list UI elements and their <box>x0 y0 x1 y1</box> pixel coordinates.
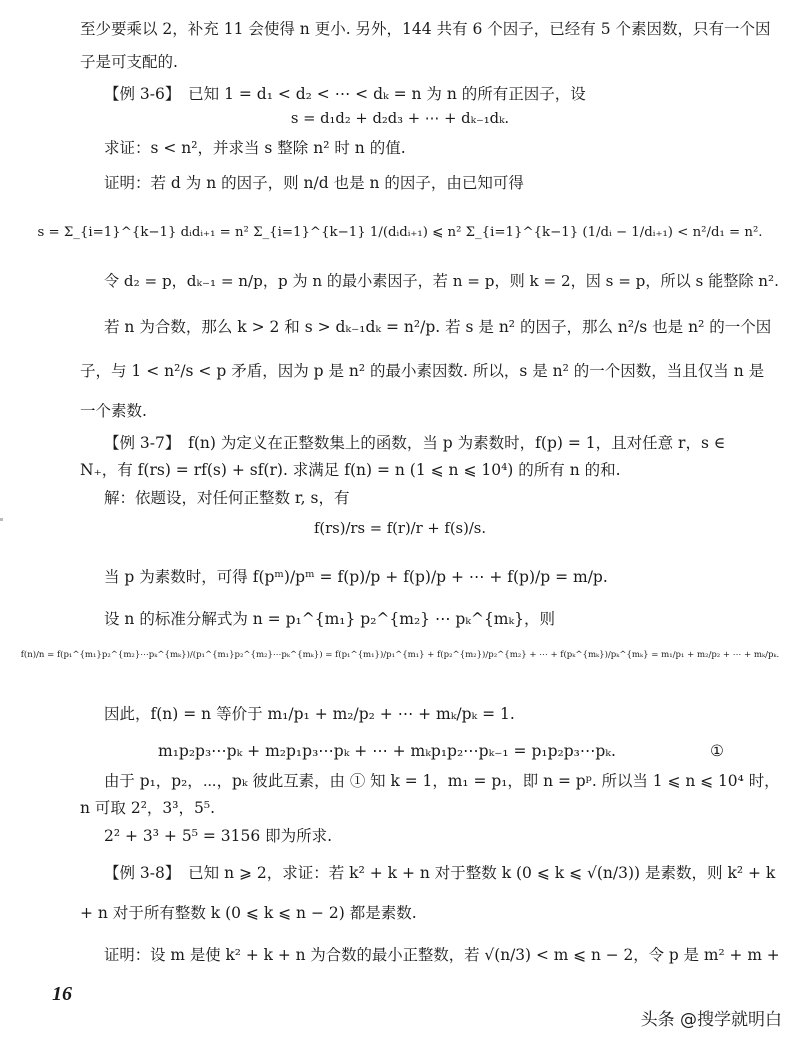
formula-sum-inequality: s = Σ_{i=1}^{k−1} dᵢdᵢ₊₁ = n² Σ_{i=1}^{k−1} 1/(dᵢdᵢ₊₁) ⩽ n² Σ_{i=1}^{k−1} (1/dᵢ − 1/dᵢ₊₁) < n²/d₁ = n². <box>37 225 763 240</box>
text-line-22: 由于 p₁，p₂，⋯，pₖ 彼此互素，由 ① 知 k = 1，m₁ = p₁，即 n = pᵖ. 所以当 1 ⩽ n ⩽ 10⁴ 时， <box>104 772 780 790</box>
proof-3-6-start: 证明：若 d 为 n 的因子，则 n/d 也是 n 的因子，由已知可得 <box>104 174 524 192</box>
example-3-6-heading: 【例 3-6】 已知 1 = d₁ < d₂ < ⋯ < dₖ = n 为 n 的所有正因子，设 <box>104 85 586 103</box>
example-3-7-heading: 【例 3-7】 f(n) 为定义在正整数集上的函数，当 p 为素数时，f(p) = 1，且对任意 r，s ∈ <box>104 434 726 452</box>
formula-f-n-expansion: f(n)/n = f(p₁^{m₁}p₂^{m₂}⋯pₖ^{mₖ})/(p₁^{m₁}p₂^{m₂}⋯pₖ^{mₖ}) = f(p₁^{m₁})/p₁^{m₁} + f(p₂^{m₂})/p₂^{m₂} + ⋯ + f(pₖ^{mₖ})/pₖ^{mₖ} = m₁/p₁ + m₂/p₂ + ⋯ + mₖ/pₖ. <box>20 650 780 660</box>
text-line-2: 子是可支配的. <box>80 53 178 71</box>
text-line-17: 设 n 的标准分解式为 n = p₁^{m₁} p₂^{m₂} ⋯ pₖ^{mₖ}，则 <box>104 610 556 628</box>
solution-3-7-start: 解：依题设，对任何正整数 r, s，有 <box>104 489 350 507</box>
page-number: 16 <box>52 983 72 1005</box>
text-line-16: 当 p 为素数时，可得 f(pᵐ)/pᵐ = f(p)/p + f(p)/p + ⋯ + f(p)/p = m/p. <box>104 568 608 586</box>
equation-marker-1: ① <box>710 742 724 760</box>
text-line-10: 子，与 1 < n²/s < p 矛盾，因为 p 是 n² 的最小素因数. 所以，s 是 n² 的一个因数，当且仅当 n 是 <box>80 362 765 380</box>
text-line-1: 至少要乘以 2，补充 11 会使得 n 更小. 另外，144 共有 6 个因子，已经有 5 个素因数，只有一个因 <box>80 20 771 38</box>
text-line-24: 2² + 3³ + 5⁵ = 3156 即为所求. <box>104 827 333 845</box>
example-3-8-heading: 【例 3-8】 已知 n ⩾ 2，求证：若 k² + k + n 对于整数 k (0 ⩽ k ⩽ √(n/3)) 是素数，则 k² + k <box>104 864 776 882</box>
watermark: 头条 @搜学就明白 <box>637 1003 786 1032</box>
text-line-11: 一个素数. <box>80 402 147 420</box>
text-line-5: 求证：s < n²，并求当 s 整除 n² 时 n 的值. <box>104 139 406 157</box>
proof-3-8-start: 证明：设 m 是使 k² + k + n 为合数的最小正整数，若 √(n/3) < m ⩽ n − 2，令 p 是 m² + m + <box>104 946 780 964</box>
text-line-8: 令 d₂ = p，dₖ₋₁ = n/p，p 为 n 的最小素因子，若 n = p，则 k = 2，因 s = p，所以 s 能整除 n². <box>104 272 779 290</box>
text-line-26: + n 对于所有整数 k (0 ⩽ k ⩽ n − 2) 都是素数. <box>80 904 417 922</box>
text-line-9: 若 n 为合数，那么 k > 2 和 s > dₖ₋₁dₖ = n²/p. 若 s 是 n² 的因子，那么 n²/s 也是 n² 的一个因 <box>104 318 772 336</box>
formula-equation-1: m₁p₂p₃⋯pₖ + m₂p₁p₃⋯pₖ + ⋯ + mₖp₁p₂⋯pₖ₋₁ = p₁p₂p₃⋯pₖ. <box>158 742 616 760</box>
formula-f-rs: f(rs)/rs = f(r)/r + f(s)/s. <box>313 520 487 537</box>
text-line-19: 因此，f(n) = n 等价于 m₁/p₁ + m₂/p₂ + ⋯ + mₖ/pₖ = 1. <box>104 705 515 723</box>
text-line-13: N₊，有 f(rs) = rf(s) + sf(r). 求满足 f(n) = n (1 ⩽ n ⩽ 10⁴) 的所有 n 的和. <box>80 461 621 479</box>
formula-s-definition: s = d₁d₂ + d₂d₃ + ⋯ + dₖ₋₁dₖ. <box>290 110 510 127</box>
text-line-23: n 可取 2²，3³，5⁵. <box>80 799 215 817</box>
